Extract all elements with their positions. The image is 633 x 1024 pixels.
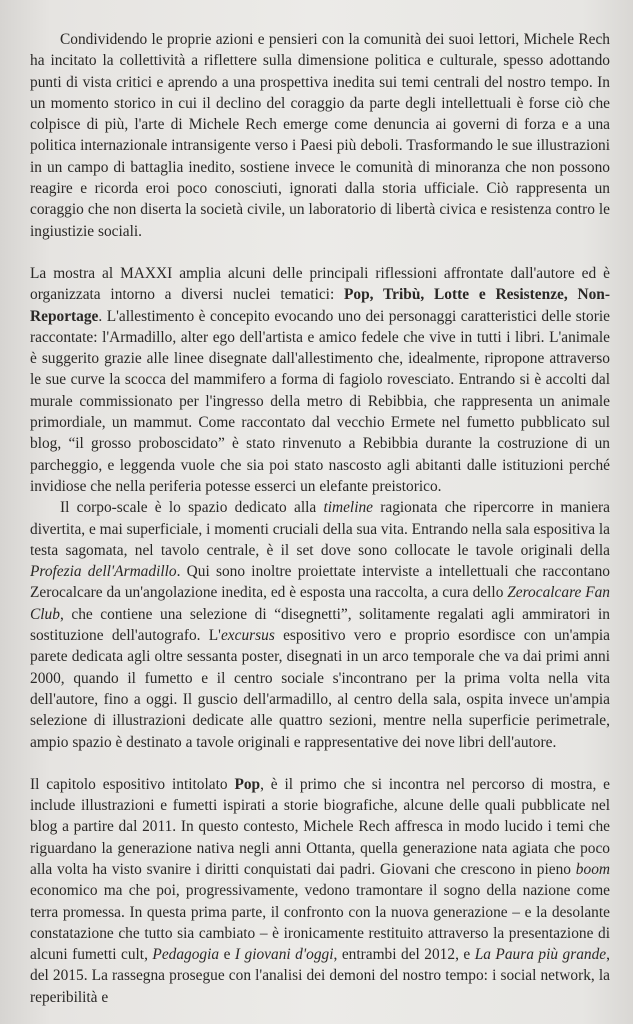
italic-title: I giovani d'oggi — [234, 946, 334, 964]
italic-title: Profezia dell'Armadillo — [30, 563, 177, 581]
text-span: , del 2015. La rassegna prosegue con l'analisi dei demoni del nostro tempo: i social network, la reperibilità e — [30, 946, 610, 1006]
text-span: Il corpo-scale è lo spazio dedicato alla — [60, 499, 324, 517]
text-span: espositivo vero e proprio esordisce con un'ampia parete dedicata agli oltre sessanta poster, disegnati in un arco temporale che va dai primi anni 2000, quando il fumetto e il centro sociale s'incontrano per la prima volta nella vita dell'autore, fino a oggi. Il guscio dell'armadillo, al centro della sala, ospita invece un'ampia selezione di illustrazioni dedicate alle quattro sezioni, mentre nella superficie perimetrale, ampio spazio è destinato a tavole originali e rappresentative dei nove libri dell'autore. — [30, 627, 610, 751]
italic-term: timeline — [323, 499, 374, 517]
text-span: Il capitolo espositivo intitolato — [30, 775, 235, 793]
text-span: economico ma che poi, progressivamente, vedono tramontare il sogno della nazione come terra promessa. In questa prima parte, il confronto con la nuova generazione – e la desolante constatazione che tutto sia cambiato – è ironicamente restituito attraverso la presentazione di alcuni fumetti cult, — [30, 882, 610, 964]
text-span: e — [219, 946, 235, 964]
section-names: Pop, Tribù, Lotte e Resistenze, Non-Reportage — [30, 286, 610, 325]
text-span: La mostra al MAXXI amplia alcuni delle principali riflessioni affrontate dall'autore ed è organizzata intorno a diversi nuclei tematici: — [30, 264, 610, 304]
text-span: , entrambi del 2012, e — [333, 946, 475, 964]
text-span: , che contiene una selezione di “disegnetti”, solitamente regalati agli ammiratori in sostituzione dell'autografo. L' — [30, 605, 610, 645]
italic-term: Zerocalcare Fan Club — [30, 584, 610, 623]
body-text — [30, 0, 610, 1008]
paragraph-3 — [30, 497, 610, 753]
italic-term: excursus — [220, 627, 275, 645]
paragraph-gap — [30, 242, 610, 263]
paragraph-4 — [30, 774, 610, 1008]
section-name: Pop — [234, 775, 261, 793]
italic-term: boom — [575, 860, 610, 878]
text-span: ragionata che ripercorre in maniera divertita, e mai superficiale, i momenti cruciali della sua vita. Entrando nella sala espositiva la testa sagomata, nel tavolo centrale, è il set dove sono collocate le tavole originali della — [30, 499, 610, 559]
text-span: Condividendo le proprie azioni e pensieri con la comunità dei suoi lettori, Michele Rech ha incitato la collettività a riflettere sulla dimensione politica e culturale, spesso adottando punti di vista critici e aprendo a una prospettiva inedita sui temi centrali del nostro tempo. In un momento storico in cui il declino del coraggio da parte degli intellettuali è forse ciò che colpisce di più, l'arte di Michele Rech emerge come denuncia ai governi di forza e a una politica internazionale intransigente verso i Paesi più deboli. Trasformando le sue illustrazioni in un campo di battaglia inedito, sostiene invece le comunità di minoranza che non possono reagire e ricorda eroi poco conosciuti, ignorati dalla storia ufficiale. Ciò rappresenta un coraggio che non diserta la società civile, un laboratorio di libertà civica e resistenza contro le ingiustizie sociali. — [30, 31, 610, 240]
italic-title: Pedagogia — [152, 946, 220, 964]
italic-title: La Paura più grande — [474, 946, 607, 964]
paragraph-2 — [30, 263, 610, 497]
text-span: . Qui sono inoltre proiettate interviste a intellettuali che raccontano Zerocalcare da un'angolazione inedita, ed è esposta una raccolta, a cura dello — [30, 563, 610, 602]
paragraph-1 — [30, 29, 610, 242]
text-span: , è il primo che si incontra nel percorso di mostra, e include illustrazioni e fumetti ispirati a storie biografiche, alcune delle quali pubblicate nel blog a partire dal 2011. In questo contesto, Michele Rech affresca in modo lucido i temi che riguardano la generazione nativa negli anni Ottanta, quella generazione nata agiata che poco alla volta ha visto svanire i diritti conquistati dai padri. Giovani che crescono in pieno — [30, 775, 610, 878]
paragraph-gap — [30, 753, 610, 774]
text-span: . L'allestimento è concepito evocando uno dei personaggi caratteristici delle storie raccontate: l'Armadillo, alter ego dell'artista e amico fedele che vive in tutti i libri. L'animale è suggerito grazie alle linee disegnate dall'allestimento che, idealmente, ripropone attraverso le sue curve la scocca del mammifero a forma di fagiolo rovesciato. Entrando si è accolti dal murale commissionato per l'ingresso della metro di Rebibbia, che rappresenta un animale primordiale, un mammut. Come raccontato dal vecchio Ermete nel fumetto pubblicato sul blog, “il grosso proboscidato” è stato rinvenuto a Rebibbia durante la costruzione di un parcheggio, e leggenda vuole che sia poi stato nascosto agli abitanti dalle istituzioni perché invidiose che nella periferia potesse esserci un elefante preistorico. — [30, 307, 610, 495]
